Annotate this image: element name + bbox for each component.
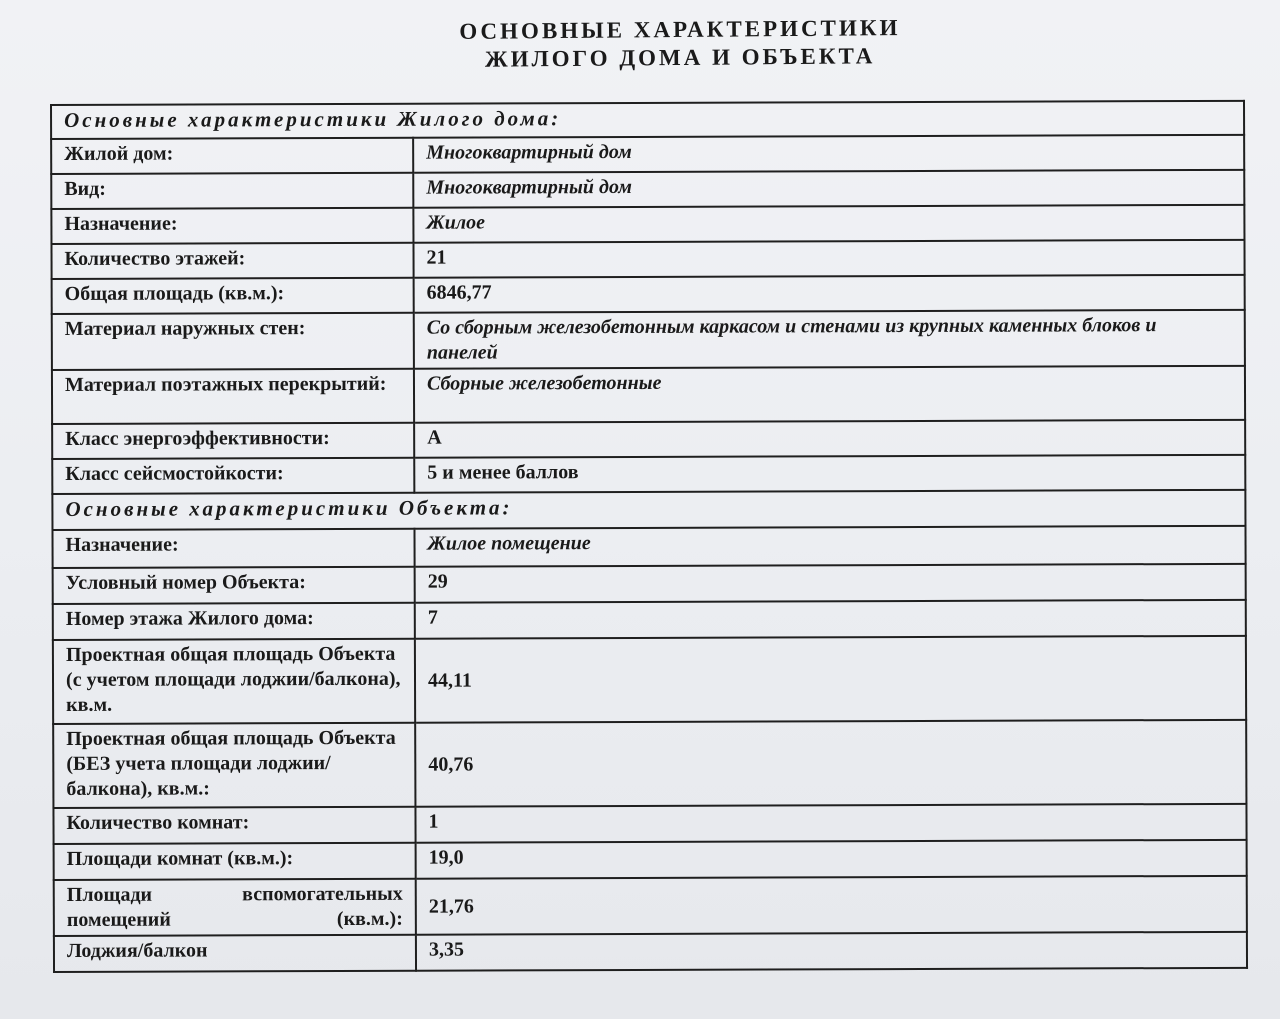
house-section-heading: Основные характеристики Жилого дома: (51, 101, 1244, 139)
row-value: 5 и менее баллов (414, 455, 1245, 493)
table-row (51, 205, 1244, 244)
title-line-1: ОСНОВНЫЕ ХАРАКТЕРИСТИКИ (459, 15, 901, 44)
table-row (54, 876, 1247, 936)
row-label: Площади вспомогательных помещений (кв.м.): (54, 879, 416, 936)
row-label: Условный номер Объекта: (53, 567, 415, 604)
table-row (52, 455, 1245, 494)
row-value: 3,35 (416, 932, 1247, 971)
row-value: 21,76 (416, 876, 1247, 935)
row-value: Жилое (413, 205, 1244, 243)
row-label: Общая площадь (кв.м.): (52, 278, 414, 314)
row-value: 40,76 (415, 720, 1246, 807)
row-value: Сборные железобетонные (414, 366, 1245, 423)
table-row (51, 170, 1244, 209)
table-row (52, 366, 1245, 424)
row-label: Вид: (51, 173, 413, 209)
table-row (52, 310, 1245, 370)
table-row (53, 636, 1246, 724)
row-value: 19,0 (416, 840, 1247, 879)
object-section-heading: Основные характеристики Объекта: (52, 490, 1245, 530)
row-value: 21 (413, 240, 1244, 278)
row-value: 1 (415, 804, 1246, 843)
row-value: 7 (415, 600, 1246, 639)
table-row (54, 932, 1247, 972)
table-row (52, 275, 1245, 314)
row-value: Многоквартирный дом (413, 170, 1244, 208)
house-section-header (51, 101, 1244, 139)
row-label: Класс энергоэффективности: (52, 423, 414, 459)
table-row (53, 564, 1246, 604)
row-label: Проектная общая площадь Объекта (БЕЗ учета площади лоджии/балкона), кв.м.: (53, 723, 415, 808)
object-section-header (52, 490, 1245, 530)
table-row (51, 135, 1244, 174)
row-value: Со сборным железобетонным каркасом и стенами из крупных каменных блоков и панелей (414, 310, 1245, 369)
table-row (53, 600, 1246, 640)
row-value: 44,11 (415, 636, 1246, 723)
row-label: Проектная общая площадь Объекта (с учетом площади лоджии/балкона), кв.м. (53, 639, 415, 724)
table-row (53, 804, 1246, 844)
table-row (53, 720, 1246, 808)
document-title (40, 10, 1280, 77)
row-label: Класс сейсмостойкости: (52, 458, 414, 494)
row-label: Назначение: (52, 529, 414, 568)
table-row (52, 526, 1245, 568)
row-label: Количество комнат: (53, 807, 415, 844)
row-value: А (414, 420, 1245, 458)
row-label: Количество этажей: (51, 243, 413, 279)
title-line-2: ЖИЛОГО ДОМА И ОБЪЕКТА (484, 43, 876, 72)
row-label: Площади комнат (кв.м.): (54, 843, 416, 880)
row-value: Жилое помещение (414, 526, 1245, 567)
characteristics-table (50, 100, 1248, 973)
row-label: Лоджия/балкон (54, 935, 416, 972)
row-label: Материал наружных стен: (52, 313, 414, 370)
row-value: 6846,77 (414, 275, 1245, 313)
row-label: Назначение: (51, 208, 413, 244)
table-row (51, 240, 1244, 279)
table-row (54, 840, 1247, 880)
row-label: Материал поэтажных перекрытий: (52, 369, 414, 424)
row-value: Многоквартирный дом (413, 135, 1244, 173)
table-row (52, 420, 1245, 459)
row-label: Жилой дом: (51, 138, 413, 174)
row-value: 29 (415, 564, 1246, 603)
row-label: Номер этажа Жилого дома: (53, 603, 415, 640)
